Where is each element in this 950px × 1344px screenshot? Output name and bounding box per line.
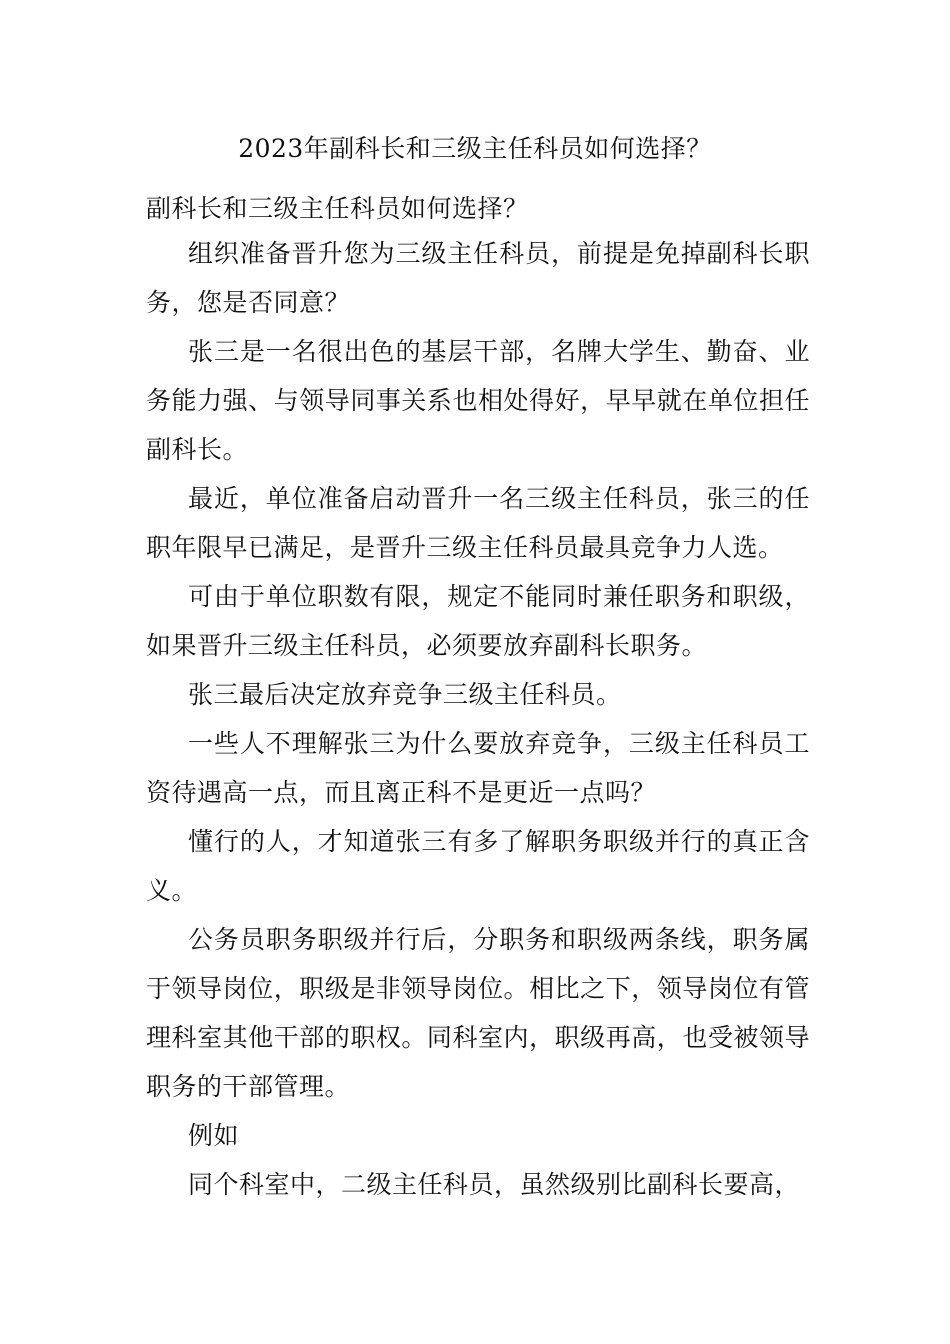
paragraph: 张三最后决定放弃竞争三级主任科员。 (188, 680, 622, 709)
paragraph: 可由于单位职数有限，规定不能同时兼任职务和职级，如果晋升三级主任科员，必须要放弃副科长职务。 (146, 582, 810, 660)
paragraph: 一些人不理解张三为什么要放弃竞争，三级主任科员工资待遇高一点，而且离正科不是更近一点吗？ (146, 729, 810, 807)
document-title: 2023年副科长和三级主任科员如何选择？ (238, 134, 712, 163)
paragraph: 组织准备晋升您为三级主任科员，前提是免掉副科长职务，您是否同意？ (146, 239, 810, 317)
document-body (146, 229, 810, 1209)
subtitle-text: 副科长和三级主任科员如何选择？ (146, 194, 529, 223)
document-subtitle (146, 184, 810, 233)
paragraph: 例如 (188, 1121, 240, 1150)
paragraph: 张三是一名很出色的基层干部，名牌大学生、勤奋、业务能力强、与领导同事关系也相处得好，早早就在单位担任副科长。 (146, 337, 810, 464)
paragraph: 最近，单位准备启动晋升一名三级主任科员，张三的任职年限早已满足，是晋升三级主任科员最具竞争力人选。 (146, 484, 810, 562)
paragraph: 懂行的人，才知道张三有多了解职务职级并行的真正含义。 (146, 827, 810, 905)
paragraph: 同个科室中，二级主任科员，虽然级别比副科长要高， (188, 1170, 801, 1199)
paragraph: 公务员职务职级并行后，分职务和职级两条线，职务属于领导岗位，职级是非领导岗位。相比之下，领导岗位有管理科室其他干部的职权。同科室内，职级再高，也受被领导职务的干部管理。 (146, 925, 810, 1101)
